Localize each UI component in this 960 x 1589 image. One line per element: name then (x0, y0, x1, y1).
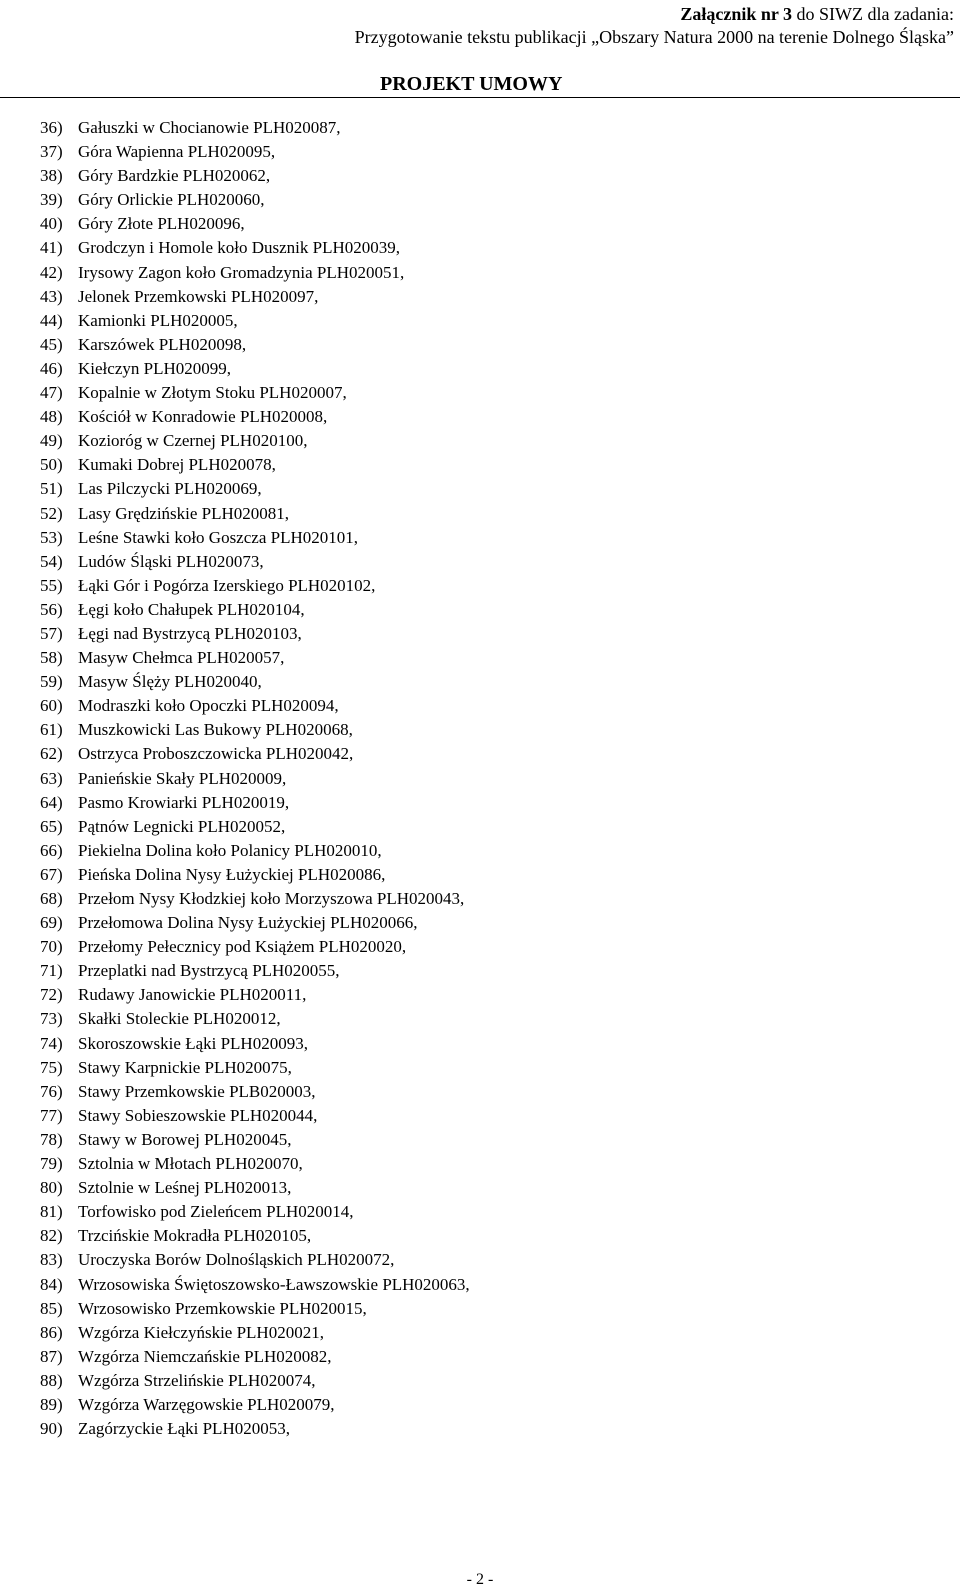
list-item (40, 309, 470, 333)
list-item-text: Modraszki koło Opoczki PLH020094, (78, 696, 339, 716)
natura-sites-list (40, 116, 470, 1441)
list-item-text: Karszówek PLH020098, (78, 334, 247, 354)
list-item (40, 405, 470, 429)
header-divider (0, 97, 960, 98)
list-item (40, 429, 470, 453)
list-item-text: Kościół w Konradowie PLH020008, (78, 407, 328, 427)
list-item-number: 63) (40, 768, 63, 788)
list-item-text: Stawy Karpnickie PLH020075, (78, 1057, 292, 1077)
list-item-text: Piekielna Dolina koło Polanicy PLH020010, (78, 840, 382, 860)
list-item-number: 36) (40, 118, 63, 137)
list-item (40, 598, 470, 622)
list-item-number: 45) (40, 334, 63, 354)
list-item-number: 39) (40, 190, 63, 210)
attachment-label: Załącznik nr 3 (680, 4, 793, 24)
list-item (40, 502, 470, 526)
list-item-number: 48) (40, 407, 63, 427)
list-item-number: 59) (40, 672, 63, 692)
list-item-number: 76) (40, 1081, 63, 1101)
list-item (40, 164, 470, 188)
list-item-number: 68) (40, 889, 63, 908)
list-item (40, 1128, 470, 1152)
list-item-number: 85) (40, 1298, 63, 1318)
list-item-text: Pasmo Krowiarki PLH020019, (78, 792, 290, 812)
list-item-number: 88) (40, 1370, 63, 1390)
list-item-text: Muszkowicki Las Bukowy PLH020068, (78, 720, 353, 740)
list-item-text: Góry Złote PLH020096, (78, 214, 245, 234)
list-item-text: Skałki Stoleckie PLH020012, (78, 1009, 281, 1029)
list-item (40, 1345, 470, 1369)
list-item-text: Masyw Chełmca PLH020057, (78, 648, 285, 668)
list-item (40, 1321, 470, 1345)
list-item-text: Wrzosowisko Przemkowskie PLH020015, (78, 1298, 367, 1318)
list-item-number: 89) (40, 1394, 63, 1414)
list-item (40, 333, 470, 357)
list-item-number: 62) (40, 744, 63, 764)
list-item-number: 61) (40, 720, 63, 740)
list-item (40, 670, 470, 694)
list-item (40, 477, 470, 501)
list-item (40, 188, 470, 212)
list-item-text: Przełomy Pełecznicy pod Książem PLH020020, (78, 937, 407, 957)
list-item-number: 72) (40, 985, 63, 1005)
list-item-number: 58) (40, 648, 63, 668)
list-item-number: 43) (40, 286, 63, 306)
list-item-text: Łęgi koło Chałupek PLH020104, (78, 599, 305, 619)
list-item-number: 41) (40, 238, 63, 258)
list-item (40, 381, 470, 405)
list-item (40, 646, 470, 670)
list-item (40, 839, 470, 863)
list-item-number: 60) (40, 696, 63, 716)
list-item-text: Wzgórza Warzęgowskie PLH020079, (78, 1394, 335, 1414)
list-item (40, 1224, 470, 1248)
attachment-suffix: do SIWZ dla zadania: (792, 4, 954, 24)
list-item-text: Uroczyska Borów Dolnośląskich PLH020072, (78, 1250, 395, 1270)
list-item (40, 1200, 470, 1224)
list-item (40, 718, 470, 742)
list-item-text: Panieńskie Skały PLH020009, (78, 768, 287, 788)
list-item-text: Masyw Ślęży PLH020040, (78, 672, 262, 692)
list-item-text: Wzgórza Niemczańskie PLH020082, (78, 1346, 332, 1366)
list-item-text: Pątnów Legnicki PLH020052, (78, 816, 286, 836)
list-item (40, 935, 470, 959)
list-item (40, 1104, 470, 1128)
list-item (40, 116, 470, 140)
list-item (40, 622, 470, 646)
list-item-number: 80) (40, 1178, 63, 1198)
list-item-text: Las Pilczycki PLH020069, (78, 479, 262, 499)
page-header (0, 0, 960, 99)
list-item (40, 863, 470, 887)
list-item-number: 56) (40, 599, 63, 619)
list-item-text: Kozioróg w Czernej PLH020100, (78, 431, 308, 451)
list-item (40, 791, 470, 815)
attachment-line (680, 3, 954, 25)
document-title: PROJEKT UMOWY (380, 73, 563, 95)
list-item-text: Lasy Grędzińskie PLH020081, (78, 503, 290, 523)
list-item-text: Ostrzyca Proboszczowicka PLH020042, (78, 744, 354, 764)
list-item (40, 1297, 470, 1321)
list-item (40, 1369, 470, 1393)
list-item-number: 64) (40, 792, 63, 812)
list-item-number: 37) (40, 142, 63, 162)
task-title: Przygotowanie tekstu publikacji „Obszary Natura 2000 na terenie Dolnego Śląska” (354, 27, 954, 47)
list-item-text: Łąki Gór i Pogórza Izerskiego PLH020102, (78, 575, 376, 595)
list-item-number: 84) (40, 1274, 63, 1294)
list-item-text: Wzgórza Strzelińskie PLH020074, (78, 1370, 316, 1390)
list-item-text: Sztolnie w Leśnej PLH020013, (78, 1178, 292, 1198)
list-item-number: 74) (40, 1033, 63, 1053)
list-item (40, 212, 470, 236)
list-item (40, 1248, 470, 1272)
list-item-number: 86) (40, 1322, 63, 1342)
list-item-number: 77) (40, 1105, 63, 1125)
list-item-number: 52) (40, 503, 63, 523)
list-item (40, 1007, 470, 1031)
list-item (40, 911, 470, 935)
list-item-text: Grodczyn i Homole koło Dusznik PLH020039, (78, 238, 401, 258)
list-item-number: 79) (40, 1154, 63, 1174)
list-item-number: 69) (40, 913, 63, 933)
list-item (40, 526, 470, 550)
list-item (40, 261, 470, 285)
list-item-number: 57) (40, 623, 63, 643)
list-item-number: 90) (40, 1419, 63, 1439)
list-item (40, 1080, 470, 1104)
list-item-number: 71) (40, 961, 63, 981)
list-item-number: 75) (40, 1057, 63, 1077)
list-item-number: 51) (40, 479, 63, 499)
list-item (40, 236, 470, 260)
list-item-text: Kiełczyn PLH020099, (78, 358, 231, 378)
list-item-text: Skoroszowskie Łąki PLH020093, (78, 1033, 308, 1053)
list-item-number: 38) (40, 166, 63, 186)
list-item-text: Stawy w Borowej PLH020045, (78, 1129, 292, 1149)
list-item-number: 70) (40, 937, 63, 957)
list-item (40, 887, 470, 911)
list-item-number: 66) (40, 840, 63, 860)
list-item-text: Irysowy Zagon koło Gromadzynia PLH020051, (78, 262, 405, 282)
list-item-number: 40) (40, 214, 63, 234)
list-item-number: 87) (40, 1346, 63, 1366)
list-item-text: Ludów Śląski PLH020073, (78, 551, 264, 571)
list-item (40, 767, 470, 791)
list-item-text: Kopalnie w Złotym Stoku PLH020007, (78, 383, 347, 403)
list-item-text: Pieńska Dolina Nysy Łużyckiej PLH020086, (78, 864, 386, 884)
list-item-number: 47) (40, 383, 63, 403)
list-item (40, 815, 470, 839)
list-item-number: 83) (40, 1250, 63, 1270)
list-item-text: Leśne Stawki koło Goszcza PLH020101, (78, 527, 358, 547)
list-item-text: Góra Wapienna PLH020095, (78, 142, 276, 162)
list-item-text: Kamionki PLH020005, (78, 310, 238, 330)
list-item (40, 1056, 470, 1080)
list-item-number: 81) (40, 1202, 63, 1222)
list-item-text: Przeplatki nad Bystrzycą PLH020055, (78, 961, 340, 981)
list-item (40, 1032, 470, 1056)
list-item-number: 50) (40, 455, 63, 475)
list-item-text: Jelonek Przemkowski PLH020097, (78, 286, 319, 306)
list-item-number: 78) (40, 1129, 63, 1149)
list-item (40, 1393, 470, 1417)
list-item-text: Torfowisko pod Zieleńcem PLH020014, (78, 1202, 354, 1222)
list-item (40, 285, 470, 309)
list-item-text: Góry Bardzkie PLH020062, (78, 166, 271, 186)
list-item-number: 44) (40, 310, 63, 330)
list-item-number: 55) (40, 575, 63, 595)
list-item-number: 67) (40, 864, 63, 884)
list-item (40, 140, 470, 164)
list-item-text: Wzgórza Kiełczyńskie PLH020021, (78, 1322, 324, 1342)
list-item-text: Rudawy Janowickie PLH020011, (78, 985, 307, 1005)
list-item-text: Sztolnia w Młotach PLH020070, (78, 1154, 303, 1174)
list-item-text: Gałuszki w Chocianowie PLH020087, (78, 118, 341, 137)
list-item-number: 49) (40, 431, 63, 451)
list-item-number: 46) (40, 358, 63, 378)
list-item-number: 73) (40, 1009, 63, 1029)
list-item-text: Przełomowa Dolina Nysy Łużyckiej PLH020066, (78, 913, 418, 933)
list-item (40, 959, 470, 983)
list-item (40, 1273, 470, 1297)
list-item-number: 65) (40, 816, 63, 836)
list-item (40, 1176, 470, 1200)
list-item (40, 357, 470, 381)
list-item (40, 1417, 470, 1441)
list-item-text: Stawy Przemkowskie PLB020003, (78, 1081, 316, 1101)
list-item (40, 742, 470, 766)
list-item-text: Łęgi nad Bystrzycą PLH020103, (78, 623, 302, 643)
list-item-number: 82) (40, 1226, 63, 1246)
list-item (40, 694, 470, 718)
page-number: - 2 - (466, 1571, 494, 1588)
list-item (40, 574, 470, 598)
list-item-text: Stawy Sobieszowskie PLH020044, (78, 1105, 318, 1125)
list-item (40, 1152, 470, 1176)
list-item-number: 54) (40, 551, 63, 571)
list-item-text: Przełom Nysy Kłodzkiej koło Morzyszowa PLH020043, (78, 889, 465, 908)
list-item-text: Trzcińskie Mokradła PLH020105, (78, 1226, 312, 1246)
list-item (40, 983, 470, 1007)
list-item (40, 453, 470, 477)
list-item-number: 42) (40, 262, 63, 282)
list-item (40, 550, 470, 574)
list-item-text: Wrzosowiska Świętoszowsko-Ławszowskie PLH020063, (78, 1274, 470, 1294)
list-item-number: 53) (40, 527, 63, 547)
list-item-text: Kumaki Dobrej PLH020078, (78, 455, 276, 475)
list-item-text: Zagórzyckie Łąki PLH020053, (78, 1419, 290, 1439)
list-item-text: Góry Orlickie PLH020060, (78, 190, 265, 210)
